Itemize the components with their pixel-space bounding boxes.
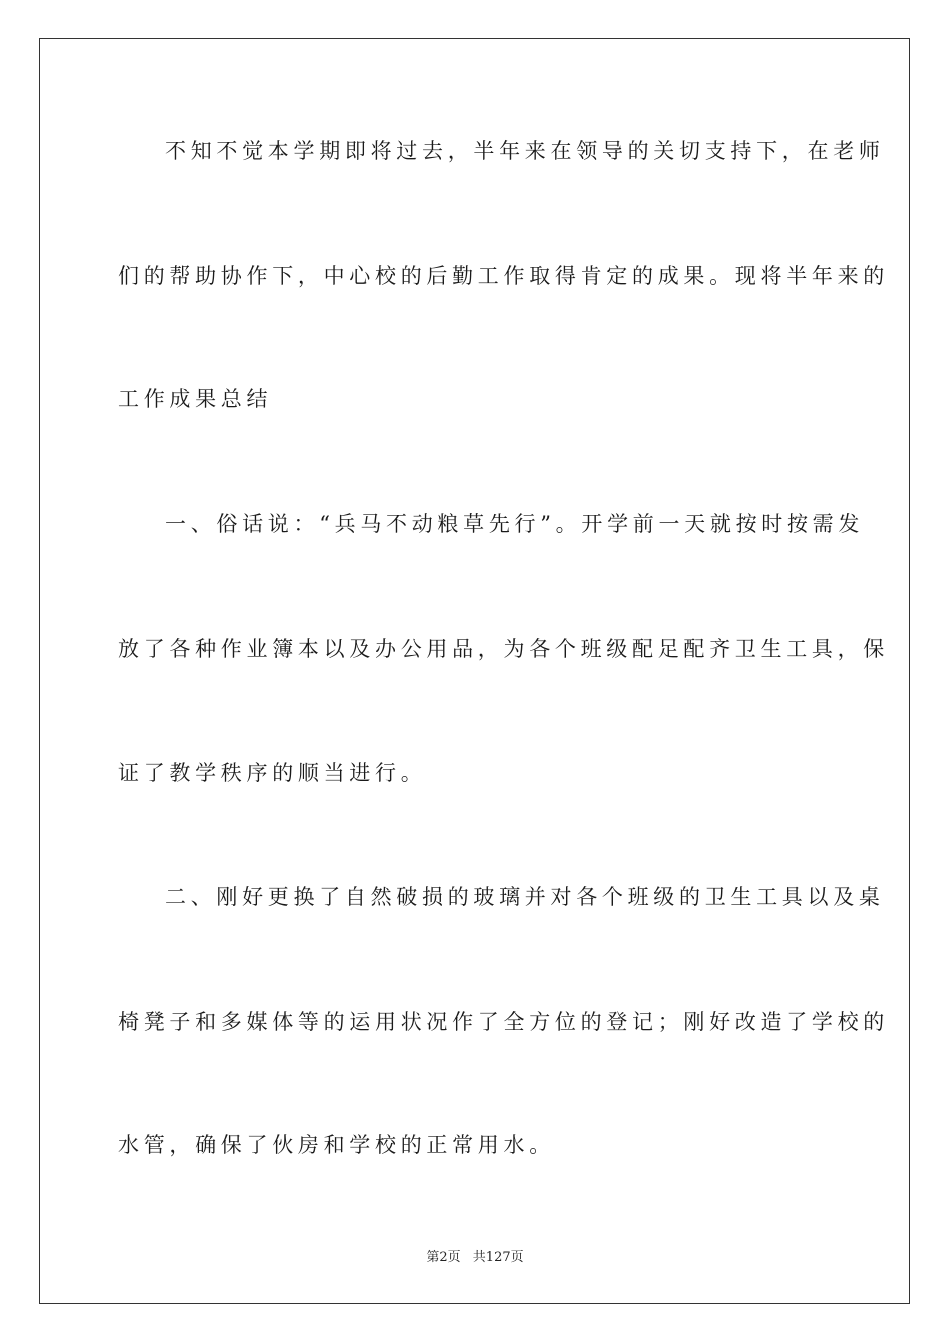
page-frame: [39, 38, 910, 1304]
paragraph-2-line-3: 证了教学秩序的顺当进行。: [118, 761, 427, 785]
paragraph-1-line-1: 不知不觉本学期即将过去，半年来在领导的关切支持下，在老师: [165, 139, 885, 163]
paragraph-2-line-1: 一、俗话说：“兵马不动粮草先行”。开学前一天就按时按需发: [165, 512, 865, 536]
page-number: 第2页: [426, 1250, 461, 1265]
total-pages: 共127页: [472, 1250, 524, 1265]
page-footer: [0, 1246, 950, 1265]
paragraph-2-line-2: 放了各种作业簿本以及办公用品，为各个班级配足配齐卫生工具，保: [118, 637, 889, 661]
paragraph-3-line-3: 水管，确保了伙房和学校的正常用水。: [118, 1133, 555, 1157]
paragraph-1-line-3: 工作成果总结: [118, 387, 273, 411]
paragraph-3-line-2: 椅凳子和多媒体等的运用状况作了全方位的登记；刚好改造了学校的: [118, 1010, 889, 1034]
paragraph-1-line-2: 们的帮助协作下，中心校的后勤工作取得肯定的成果。现将半年来的: [118, 264, 889, 288]
paragraph-3-line-1: 二、刚好更换了自然破损的玻璃并对各个班级的卫生工具以及桌: [165, 885, 885, 909]
